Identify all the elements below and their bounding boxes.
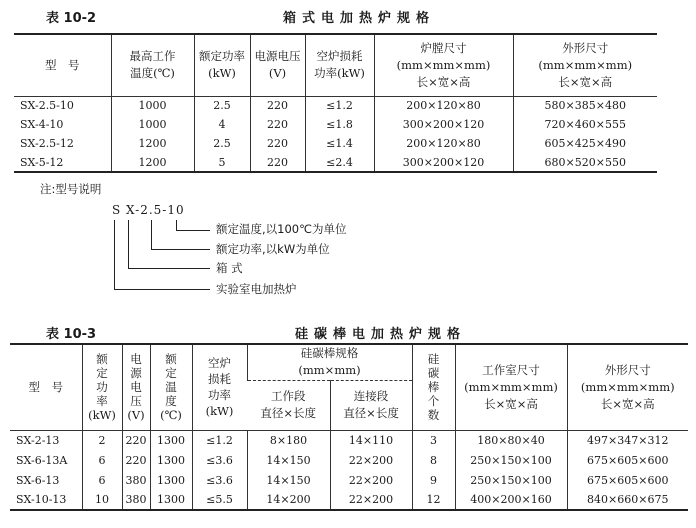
header-outer-size: 外形尺寸 (mm×mm×mm) 长×宽×高	[567, 344, 688, 430]
legend-box-type: 箱 式	[216, 261, 243, 275]
table-row: SX-10-13 10 380 1300 ≤5.5 14×200 22×200 12 400×200×160 840×660×675	[10, 490, 688, 510]
table-10-3	[10, 343, 688, 511]
table-row: SX-2-13 2 220 1300 ≤1.2 8×180 14×110 3 180×80×40 497×347×312	[10, 430, 688, 450]
header-chamber-size: 炉膛尺寸 (mm×mm×mm) 长×宽×高	[374, 34, 513, 96]
header-rated-power: 额 定 功 率 (kW)	[82, 344, 122, 430]
header-connecting-section: 连接段 直径×长度	[330, 380, 412, 430]
table-row: SX-6-13 6 380 1300 ≤3.6 14×150 22×200 9 250×150×100 675×605×600	[10, 470, 688, 490]
header-model: 型 号	[14, 34, 111, 96]
table-row: SX-6-13A 6 220 1300 ≤3.6 14×150 22×200 8 250×150×100 675×605×600	[10, 450, 688, 470]
table-10-2	[14, 33, 657, 173]
table-10-3-title: 硅碳棒电加热炉规格	[295, 327, 467, 342]
header-rod-spec: 硅碳棒规格 (mm×mm)	[247, 344, 412, 380]
model-code-example: S X-2.5-10	[112, 203, 185, 217]
header-chamber-size: 工作室尺寸 (mm×mm×mm) 长×宽×高	[455, 344, 567, 430]
header-idle-loss: 空炉 损耗 功率 (kW)	[192, 344, 247, 430]
header-rod-count: 硅 碳 棒 个 数	[412, 344, 455, 430]
note-title: 注:型号说明	[40, 182, 102, 196]
header-idle-loss: 空炉损耗 功率(kW)	[305, 34, 374, 96]
legend-lab-furnace: 实验室电加热炉	[216, 282, 297, 296]
table-10-3-label: 表 10-3	[46, 327, 97, 342]
header-outer-size: 外形尺寸 (mm×mm×mm) 长×宽×高	[513, 34, 657, 96]
header-max-temp: 最高工作 温度(℃)	[111, 34, 194, 96]
header-rated-temp: 额 定 温 度 (℃)	[150, 344, 192, 430]
legend-rated-power: 额定功率,以kW为单位	[216, 242, 330, 256]
table-row: SX-2.5-10 1000 2.5 220 ≤1.2 200×120×80 580×385×480	[14, 96, 657, 115]
header-working-section: 工作段 直径×长度	[247, 380, 330, 430]
table-row: SX-5-12 1200 5 220 ≤2.4 300×200×120 680×520×550	[14, 153, 657, 172]
header-model: 型 号	[10, 344, 82, 430]
table-10-2-title: 箱式电加热炉规格	[283, 11, 436, 26]
header-rated-power: 额定功率 (kW)	[194, 34, 250, 96]
legend-rated-temp: 额定温度,以100℃为单位	[216, 222, 347, 236]
header-voltage: 电 源 电 压 (V)	[122, 344, 150, 430]
table-row: SX-4-10 1000 4 220 ≤1.8 300×200×120 720×460×555	[14, 115, 657, 134]
table-row: SX-2.5-12 1200 2.5 220 ≤1.4 200×120×80 605×425×490	[14, 134, 657, 153]
header-voltage: 电源电压 (V)	[250, 34, 305, 96]
table-10-2-label: 表 10-2	[46, 11, 97, 26]
